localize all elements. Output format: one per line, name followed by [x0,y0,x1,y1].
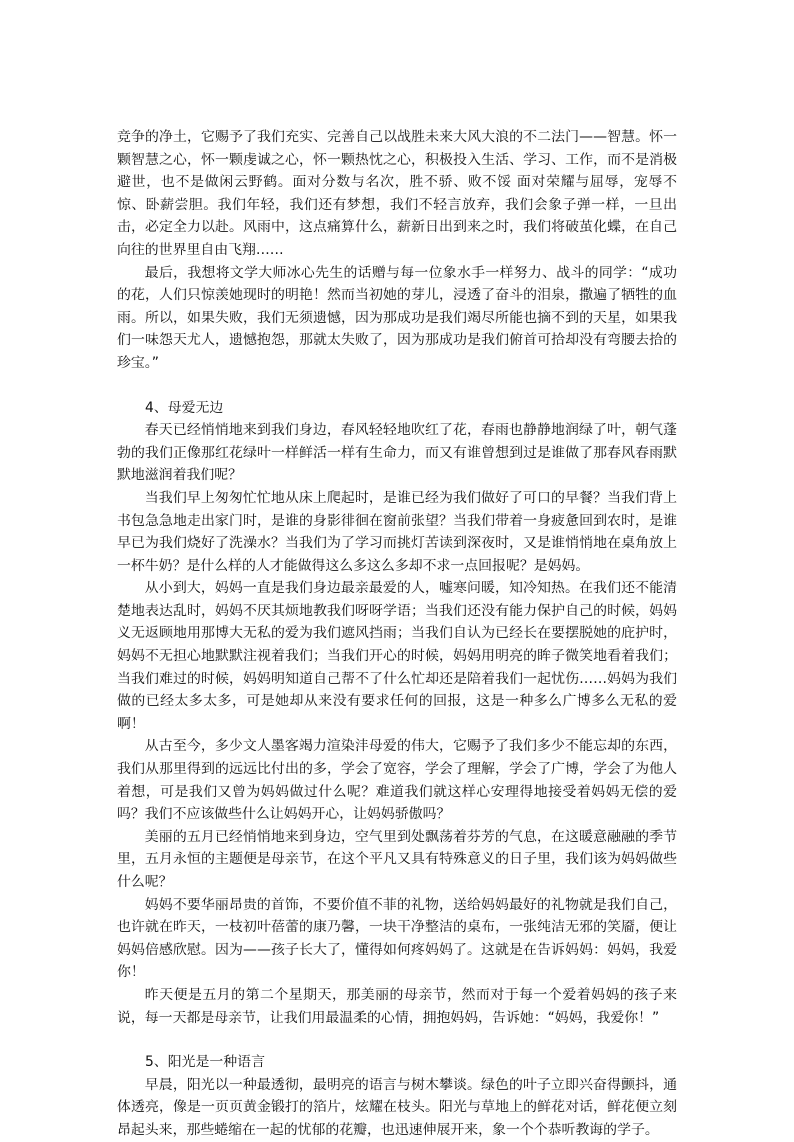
paragraph: 从小到大，妈妈一直是我们身边最亲最爱的人，嘘寒问暖，知冷知热。在我们还不能清楚地表达乱时，妈妈不厌其烦地教我们呀呀学语；当我们还没有能力保护自己的时候，妈妈义无返顾地用那博大无私的爱为我们遮风挡雨；当我们自认为已经长在要摆脱她的庇护时，妈妈不无担心地默默注视着我们；当我们开心的时候，妈妈用明亮的眸子微笑地看着我们；当我们难过的时候，妈妈明知道自己帮不了什么忙却还是陪着我们一起忧伤……妈妈为我们做的已经太多太多，可是她却从来没有要求任何的回报，这是一种多么广博多么无私的爱啊！ [117,580,677,732]
paragraph: 最后，我想将文学大师冰心先生的话赠与每一位象水手一样努力、战斗的同学：“成功的花，人们只惊羡她现时的明艳！然而当初她的芽儿，浸透了奋斗的泪泉，撒遍了牺牲的血雨。所以，如果失败，我们无须遗憾，因为那成功是我们竭尽所能也摘不到的天星，如果我们一味怨天尤人，遗憾抱怨，那就太失败了，因为那成功是我们俯首可拾却没有弯腰去拾的珍宝。” [117,264,677,371]
section-gap [117,375,677,397]
paragraph: 当我们早上匆匆忙忙地从床上爬起时，是谁已经为我们做好了可口的早餐？当我们背上书包急急地走出家门时，是谁的身影徘徊在窗前张望？当我们带着一身疲惫回到农时，是谁早已为我们烧好了洗澡水？当我们为了学习而挑灯苦读到深夜时，又是谁悄悄地在桌角放上一杯牛奶？是什么样的人才能做得这么多这么多却不求一点回报呢？是妈妈。 [117,489,677,574]
paragraph: 妈妈不要华丽昂贵的首饰，不要价值不菲的礼物，送给妈妈最好的礼物就是我们自己，也许就在昨天，一枝初叶蓓蕾的康乃馨，一块干净整洁的桌布，一张纯洁无邪的笑靥，便让妈妈倍感欣慰。因为——孩子长大了，懂得如何疼妈妈了。这就是在告诉妈妈：妈妈，我爱你！ [117,896,677,981]
paragraph: 昨天便是五月的第二个星期天，那美丽的母亲节，然而对于每一个爱着妈妈的孩子来说，每一天都是母亲节，让我们用最温柔的心情，拥抱妈妈，告诉她：“妈妈，我爱你！” [117,986,677,1026]
paragraph: 竞争的净土，它赐予了我们充实、完善自己以战胜未来大风大浪的不二法门——智慧。怀一颗智慧之心，怀一颗虔诚之心，怀一颗热忱之心，积极投入生活、学习、工作，而不是消极避世，也不是做闲云野鹤。面对分数与名次，胜不骄、败不馁 面对荣耀与屈辱，宠辱不惊、卧薪尝胆。我们年轻，我们还有梦想，我们不轻言放弃，我们会象子弹一样，一旦出击，必定全力以赴。风雨中，这点痛算什么，薪新日出到来之时，我们将破茧化蝶，在自己向往的世界里自由飞翔…… [117,129,677,258]
paragraph: 春天已经悄悄地来到我们身边，春风轻轻地吹红了花，春雨也静静地润绿了叶，朝气蓬勃的我们正像那红花绿叶一样鲜活一样有生命力，而又有谁曾想到过是谁做了那春风春雨默默地滋润着我们呢？ [117,422,677,484]
section-gap [117,1029,677,1051]
paragraph: 从古至今，多少文人墨客竭力渲染沣母爱的伟大，它赐予了我们多少不能忘却的东西，我们从那里得到的远远比付出的多，学会了宽容，学会了理解，学会了广博，学会了为他人着想，可是我们又曾为妈妈做过什么呢？难道我们就这样心安理得地接受着妈妈无偿的爱吗？我们不应该做些什么让妈妈开心，让妈妈骄傲吗？ [117,738,677,823]
paragraph: 美丽的五月已经悄悄地来到身边，空气里到处飘荡着芬芳的气息，在这暖意融融的季节里，五月永恒的主题便是母亲节，在这个平凡又具有特殊意义的日子里，我们该为妈妈做些什么呢？ [117,828,677,890]
section-heading: 4、母爱无边 [145,399,224,416]
paragraph: 早晨，阳光以一种最透彻，最明亮的语言与树木攀谈。绿色的叶子立即兴奋得颤抖，通体透亮，像是一页页黄金锻打的箔片，炫耀在枝头。阳光与草地上的鲜花对话，鲜花便立刻昂起头来，那些蜷缩在一起的忧郁的花瓣，也迅速伸展开来，象一个个恭听教诲的学子。 [117,1076,677,1138]
document-page [117,126,677,1142]
section-heading: 5、阳光是一种语言 [145,1054,265,1071]
